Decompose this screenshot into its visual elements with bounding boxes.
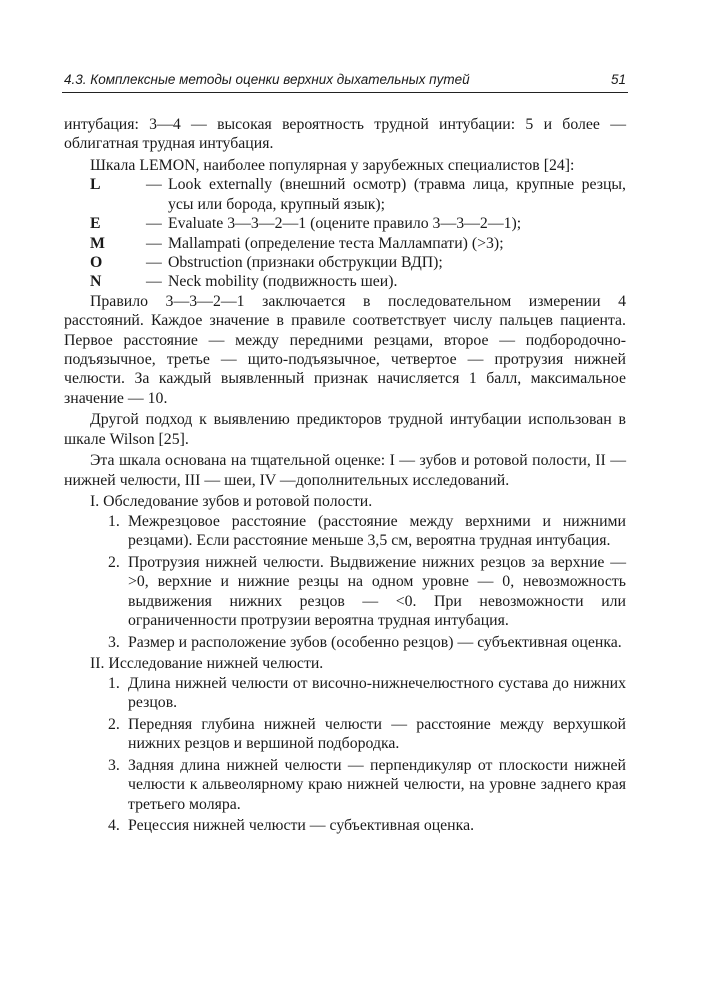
lemon-dash: — [146, 176, 162, 194]
list-item [64, 633, 626, 652]
item-text: Длина нижней челюсти от височно-нижнечелюстного сустава до нижних резцов. [128, 674, 626, 712]
lemon-description: Obstruction (признаки обструкции ВДП); [168, 254, 443, 272]
item-text: Протрузия нижней челюсти. Выдвижение нижних резцов за верхние — >0, верхние и нижние резцы на одном уровне — 0, невозможность выдвижения нижних резцов — <0. При невозможности или ограниченности протрузии вероятна трудная интубация. [128, 553, 626, 630]
list-item [64, 816, 626, 835]
item-text: Задняя длина нижней челюсти — перпендикуляр от плоскости нижней челюсти к альвеолярному краю нижней челюсти, на уровне заднего края третьего моляра. [128, 756, 626, 813]
paragraph-wilson-components: Эта шкала основана на тщательной оценке: I — зубов и ротовой полости, II — нижней челюсти, III — шеи, IV —дополнительных исследований. [64, 452, 626, 489]
item-number: 3. [108, 633, 120, 651]
list-item [64, 674, 626, 713]
lemon-item-e [64, 214, 626, 233]
item-text: Передняя глубина нижней челюсти — расстояние между верхушкой нижних резцов и вершиной подбородка. [128, 715, 626, 753]
item-number: 2. [108, 553, 120, 571]
lemon-dash: — [146, 215, 162, 233]
running-header [62, 72, 628, 93]
item-text: Размер и расположение зубов (особенно резцов) — субъективная оценка. [128, 633, 622, 651]
lemon-item-m [64, 234, 626, 253]
lemon-item-n [64, 272, 626, 291]
item-text: Межрезцовое расстояние (расстояние между верхними и нижними резцами). Если расстояние меньше 3,5 см, вероятна трудная интубация. [128, 512, 626, 550]
paragraph-wilson-scale: Другой подход к выявлению предикторов трудной интубации использован в шкале Wilson [25]. [64, 411, 626, 448]
section-heading-teeth: I. Обследование зубов и ротовой полости. [90, 493, 373, 511]
lemon-letter: O [90, 254, 103, 272]
item-number: 2. [108, 715, 120, 733]
item-number: 3. [108, 756, 120, 774]
lemon-description: Neck mobility (подвижность шеи). [168, 273, 398, 291]
lemon-letter: L [90, 176, 101, 194]
lemon-description: Look externally (внешний осмотр) (травма лица, крупные резцы, усы или борода, крупный язык); [168, 176, 626, 213]
item-number: 4. [108, 817, 120, 835]
lemon-list [64, 175, 626, 291]
lemon-letter: M [90, 234, 105, 252]
page-number: 51 [610, 72, 626, 87]
lemon-dash: — [146, 254, 162, 272]
lemon-letter: N [90, 273, 102, 291]
paragraph-rule-3321: Правило 3—3—2—1 заключается в последовательном измерении 4 расстояний. Каждое значение в правиле соответствует числу пальцев пациента. Первое расстояние — между передними резцами, второе — подбородочно-подъязычное, третье — щито-подъязычное, четвертое — протрузия нижней челюсти. За каждый выявленный признак начисляется 1 балл, максимальное значение — 10. [64, 292, 626, 407]
list-item [64, 756, 626, 814]
list-item [64, 715, 626, 754]
list-item [64, 512, 626, 551]
page-body [64, 115, 626, 838]
lemon-item-o [64, 253, 626, 272]
lemon-description: Mallampati (определение теста Маллампати) (>3); [168, 234, 504, 252]
paragraph-intubation-score: интубация: 3—4 — высокая вероятность трудной интубации: 5 и более — облигатная трудная интубация. [64, 116, 626, 153]
section-heading-mandible: II. Исследование нижней челюсти. [90, 655, 324, 673]
item-text: Рецессия нижней челюсти — субъективная оценка. [128, 817, 475, 835]
lemon-description: Evaluate 3—3—2—1 (оцените правило 3—3—2—1); [168, 215, 522, 233]
header-title: 4.3. Комплексные методы оценки верхних дыхательных путей [64, 72, 470, 87]
item-number: 1. [108, 512, 120, 530]
paragraph-lemon-intro: Шкала LEMON, наиболее популярная у зарубежных специалистов [24]: [90, 157, 575, 174]
item-number: 1. [108, 674, 120, 692]
lemon-letter: E [90, 215, 101, 233]
lemon-dash: — [146, 234, 162, 252]
list-item [64, 553, 626, 631]
lemon-dash: — [146, 273, 162, 291]
lemon-item-l [64, 175, 626, 214]
